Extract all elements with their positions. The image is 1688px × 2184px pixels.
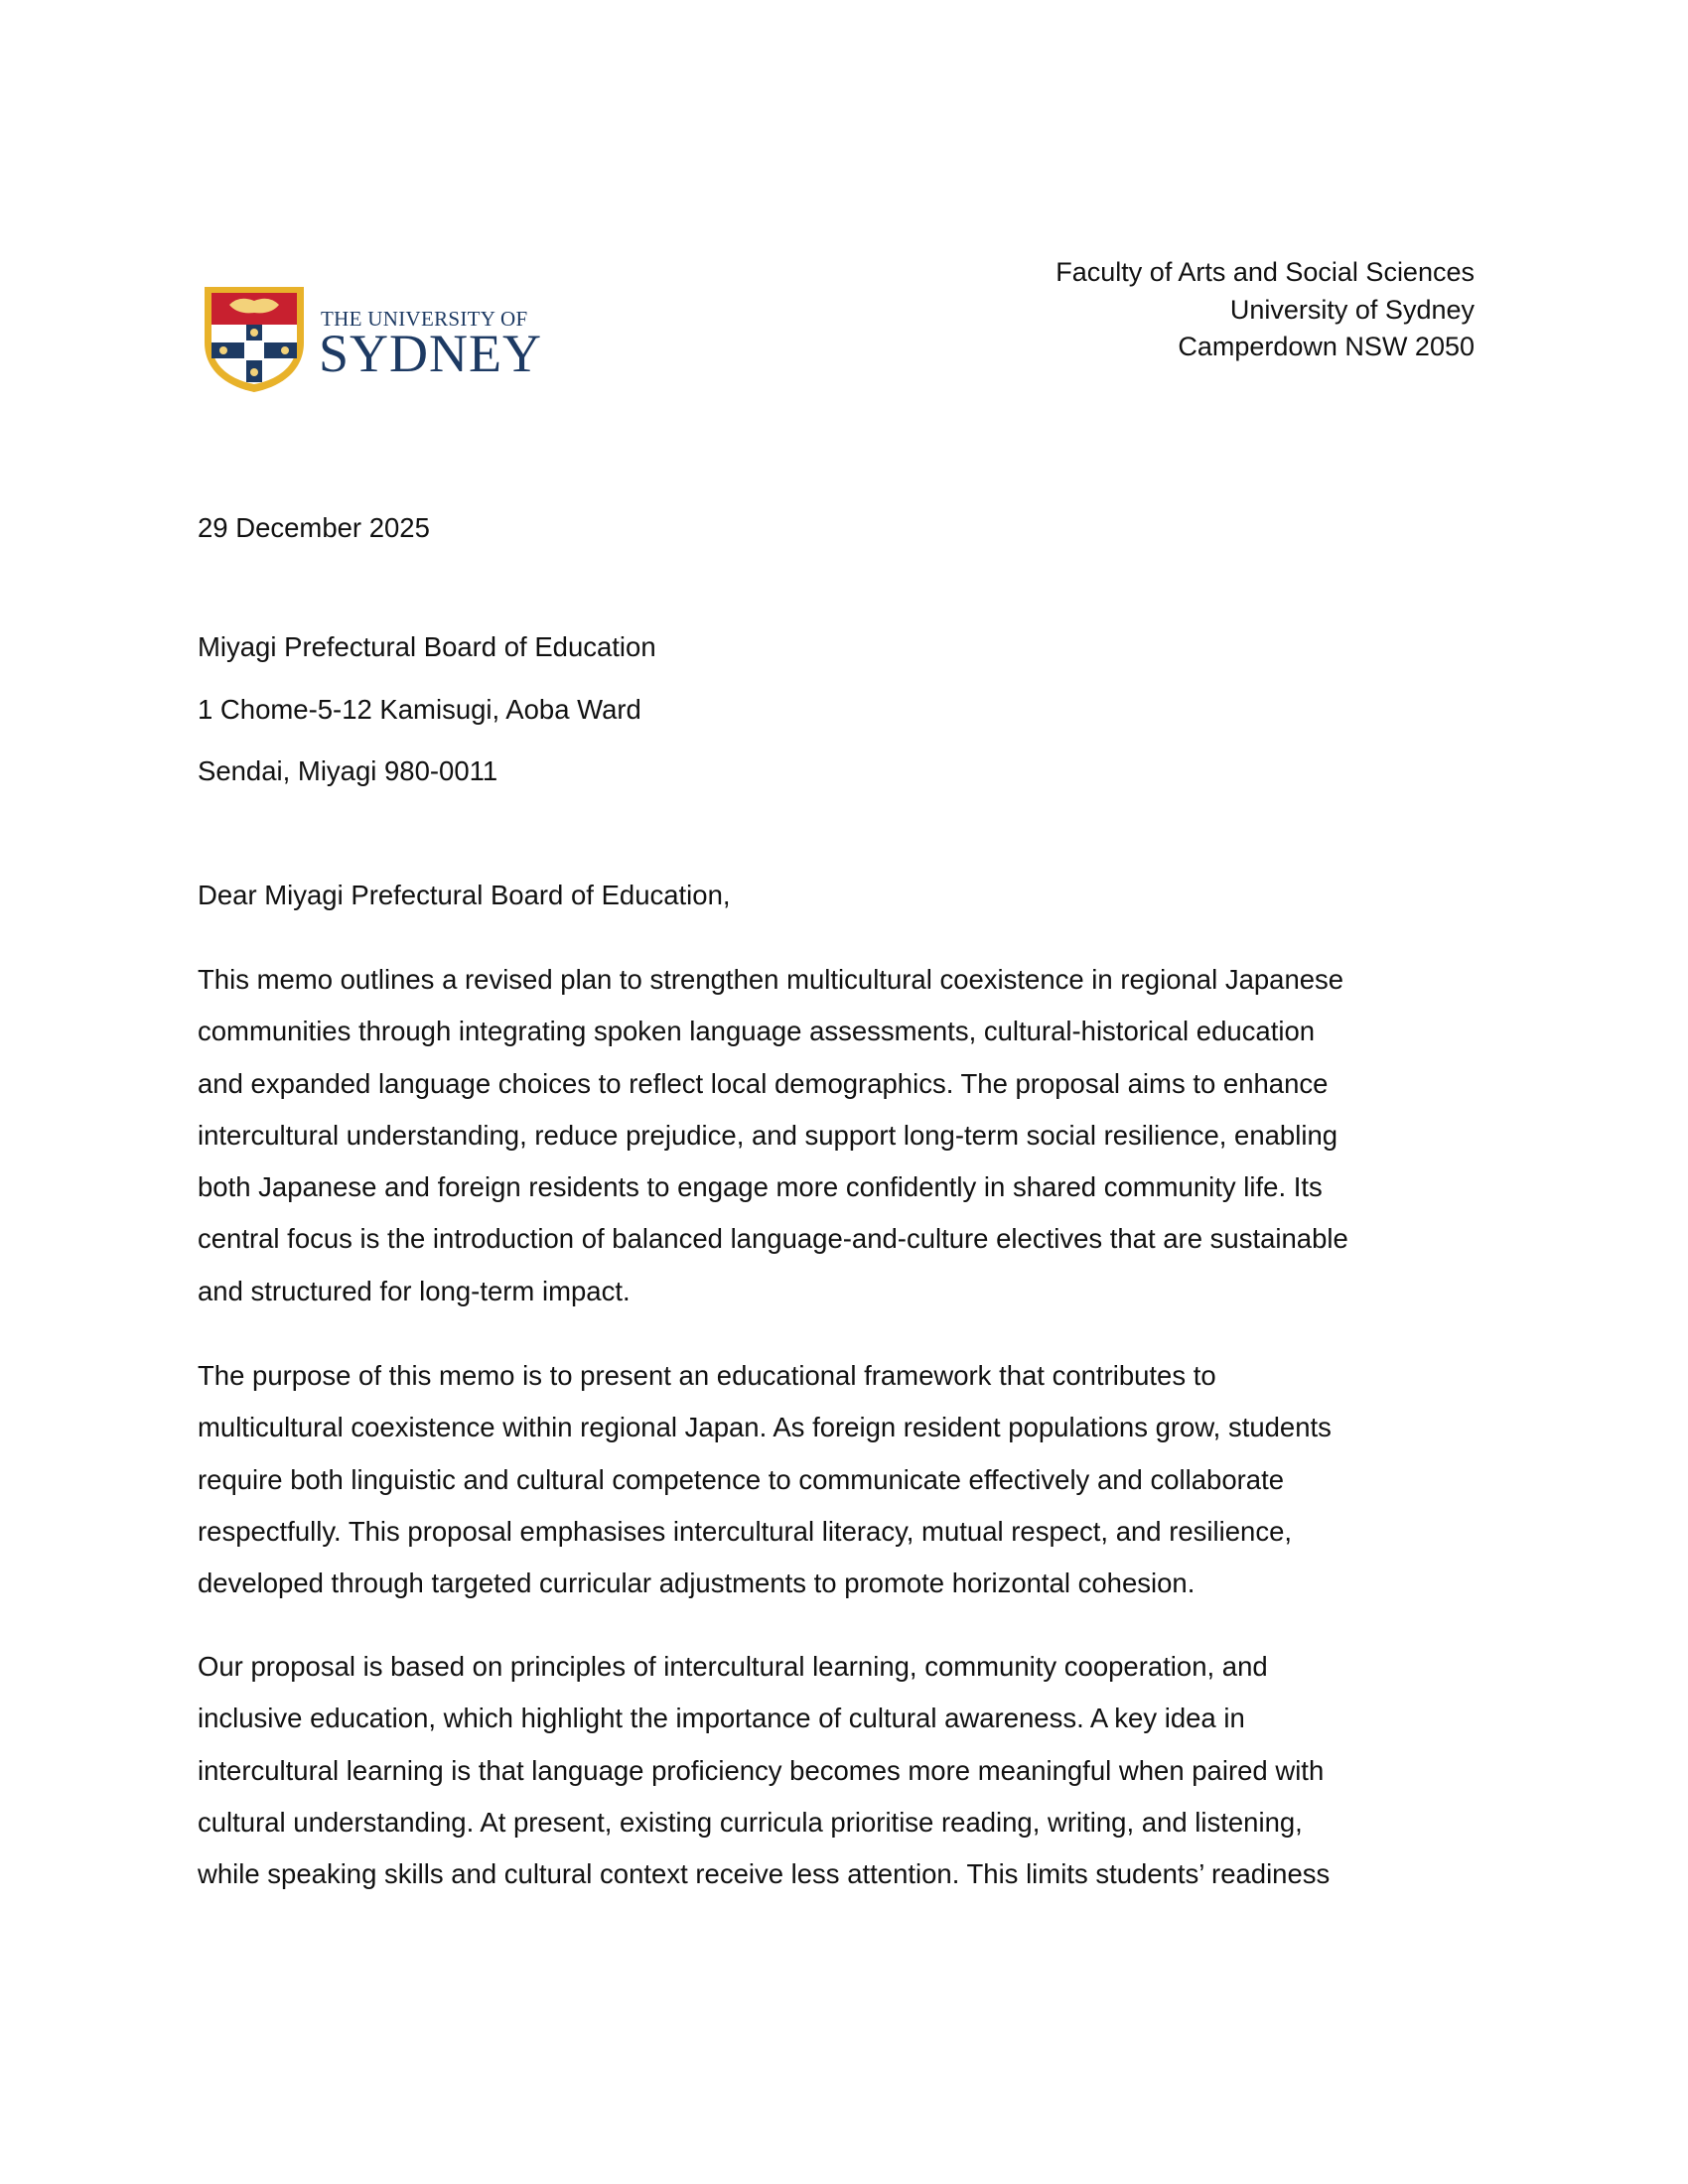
line: developed through targeted curricular adjustments to promote horizontal cohesion. [198, 1568, 1196, 1599]
recipient-line: Sendai, Miyagi 980-0011 [198, 755, 498, 786]
logo-line2: SYDNEY [319, 324, 543, 383]
line: intercultural learning is that language proficiency becomes more meaningful when paired with [198, 1754, 1325, 1786]
university-logo [200, 283, 543, 394]
date: 29 December 2025 [198, 512, 430, 543]
line: respectfully. This proposal emphasises intercultural literacy, mutual respect, and resilience, [198, 1515, 1293, 1547]
line: This memo outlines a revised plan to strengthen multicultural coexistence in regional Japanese [198, 964, 1344, 995]
recipient-line: 1 Chome-5-12 Kamisugi, Aoba Ward [198, 694, 641, 725]
line: and expanded language choices to reflect local demographics. The proposal aims to enhance [198, 1067, 1329, 1099]
line: communities through integrating spoken language assessments, cultural-historical education [198, 1016, 1316, 1047]
line: while speaking skills and cultural context receive less attention. This limits students’ readiness [198, 1858, 1331, 1890]
paragraph-1 [198, 954, 1348, 1317]
logo-line1: THE UNIVERSITY OF [321, 307, 528, 331]
line: inclusive education, which highlight the importance of cultural awareness. A key idea in [198, 1703, 1245, 1734]
sender-address [1055, 254, 1475, 366]
salutation: Dear Miyagi Prefectural Board of Education, [198, 880, 731, 910]
sender-line: University of Sydney [1229, 294, 1475, 325]
line: cultural understanding. At present, existing curricula prioritise reading, writing, and listening, [198, 1806, 1303, 1838]
paragraph-2 [198, 1350, 1332, 1609]
line: central focus is the introduction of balanced language-and-culture electives that are sustainable [198, 1223, 1348, 1255]
sender-line: Faculty of Arts and Social Sciences [1055, 257, 1475, 287]
line: require both linguistic and cultural competence to communicate effectively and collaborate [198, 1463, 1284, 1495]
line: multicultural coexistence within regional Japan. As foreign resident populations grow, students [198, 1412, 1332, 1443]
line: Our proposal is based on principles of intercultural learning, community cooperation, and [198, 1651, 1268, 1682]
line: both Japanese and foreign residents to engage more confidently in shared community life. Its [198, 1171, 1323, 1203]
line: and structured for long-term impact. [198, 1275, 631, 1306]
paragraph-3 [198, 1641, 1330, 1900]
recipient-line: Miyagi Prefectural Board of Education [198, 631, 656, 662]
line: intercultural understanding, reduce prejudice, and support long-term social resilience, enabling [198, 1119, 1338, 1151]
sender-line: Camperdown NSW 2050 [1178, 332, 1475, 361]
crest-icon [200, 283, 309, 394]
line: The purpose of this memo is to present an educational framework that contributes to [198, 1360, 1216, 1391]
